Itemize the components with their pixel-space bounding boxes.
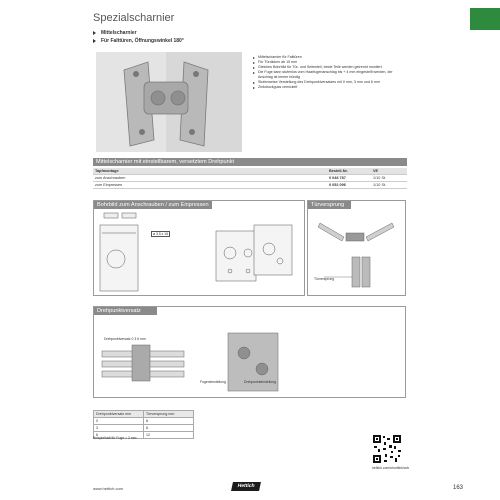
- screw-label: ø 3,5 x 16: [153, 232, 169, 236]
- pivot-offset-label: Drehpunktversatz 0 3 6 mm: [104, 337, 146, 341]
- fugen-label: Fugeneinstellung: [200, 380, 226, 384]
- door-jump-section-bar: Türversprung: [308, 201, 351, 209]
- arrow-icon: [93, 39, 96, 43]
- table-cell: 1/10 St.: [371, 175, 407, 182]
- table-cell: 1/10 St.: [371, 182, 407, 189]
- table-cell: 12: [144, 432, 194, 439]
- feature-item: Zinkdruckguss vernickelt: [252, 85, 408, 90]
- feature-item: Gleiches Bohrbild für Tür- und Seitenteil, beide Teile werden getrennt montiert: [252, 65, 408, 70]
- category-tab: [470, 8, 500, 30]
- column-header: Tapfmontage: [93, 168, 327, 175]
- feature-item: Für Türdicken ab 15 mm: [252, 60, 408, 65]
- footer-url[interactable]: www.hettich.com: [93, 486, 124, 491]
- table-cell: zum Einpressen: [93, 182, 327, 189]
- subtitle-1: Mittelscharnier: [93, 30, 137, 36]
- column-header: Türversprung mm: [144, 411, 194, 418]
- table-row: [94, 418, 194, 425]
- column-header: Drehpunktversatz mm: [94, 411, 144, 418]
- qr-code[interactable]: [372, 434, 402, 464]
- table-cell: 0 052 096: [327, 182, 371, 189]
- pivot-section-bar: Drehpunktversatz: [94, 307, 157, 315]
- page-title: Spezialscharnier: [93, 12, 175, 24]
- page-number: 163: [453, 485, 464, 491]
- arrow-icon: [93, 31, 96, 35]
- door-jump-label: Türversprung: [314, 277, 335, 281]
- qr-shortlink[interactable]: hettich.com/shortlink/ccb: [372, 466, 410, 470]
- offset-table: [93, 410, 194, 439]
- feature-item: Mittelscharnier für Falttüren: [252, 55, 408, 60]
- table-row: [93, 175, 407, 182]
- feature-item: Die Fuge kann stufenlos vom Haarfugenanschlag bis + 4 mm eingestellt werden, der Anschlag ist immer bündig: [252, 70, 408, 80]
- column-header: Bestell-Nr.: [327, 168, 371, 175]
- product-table: [93, 168, 407, 189]
- table-header-row: [94, 411, 194, 418]
- drilling-diagram: [94, 209, 302, 293]
- product-section-bar: Mittelscharnier mit einstellbarem, versetztem Drehpunkt: [93, 158, 407, 166]
- table-cell: 8: [144, 425, 194, 432]
- feature-item: Stufenweise Verstellung des Drehpunktversatzes mit 0 mm, 3 mm und 6 mm: [252, 80, 408, 85]
- feature-list: [252, 55, 408, 90]
- subtitle-2: Für Falttüren, Öffnungswinkel 180°: [93, 38, 184, 44]
- table-row: [94, 425, 194, 432]
- hinge-photo: [96, 52, 242, 152]
- table-cell: 0: [94, 418, 144, 425]
- door-jump-panel: [307, 200, 406, 296]
- table-cell: zum Anschrauben: [93, 175, 327, 182]
- table-row: [93, 182, 407, 189]
- table-cell: 0 048 787: [327, 175, 371, 182]
- pivot-panel: [93, 306, 406, 398]
- hettich-logo: Hettich: [231, 482, 261, 491]
- drilling-panel: [93, 200, 305, 296]
- column-header: VE: [371, 168, 407, 175]
- drehpunkt-label: Drehpunkteinstellung: [244, 380, 276, 384]
- table-cell: 3: [94, 425, 144, 432]
- table-cell: 8: [144, 418, 194, 425]
- table-cell: 6: [94, 432, 144, 439]
- offset-table-note: Beispielhaft für Fuge = 2 mm: [93, 436, 137, 440]
- drilling-section-bar: Bohrbild zum Anschrauben / zum Einpressen: [94, 201, 212, 209]
